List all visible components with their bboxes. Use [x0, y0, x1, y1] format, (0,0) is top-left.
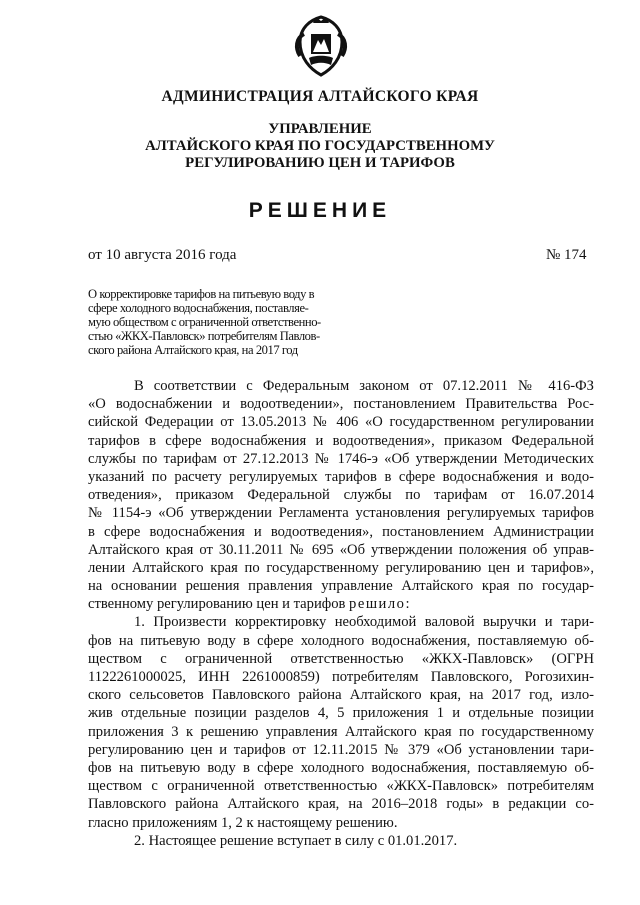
- body-line-text: ственному регулированию цен и тарифов: [88, 596, 350, 613]
- subject-line: О корректировке тарифов на питьевую воду в: [88, 287, 315, 301]
- body-line: в сфере водоснабжения и водоотведения», постановлением Администрации: [88, 523, 594, 540]
- document-number: № 174: [546, 247, 587, 263]
- body-line: ществом с ограниченной ответственностью «ЖКХ-Павловск» потребителям: [88, 778, 594, 795]
- body-line: тарифов в сфере водоснабжения и водоотведения», приказом Федеральной: [88, 432, 594, 449]
- body-line: приложения 3 к решению управления Алтайского края по государственному: [88, 723, 594, 740]
- organization-name: АДМИНИСТРАЦИЯ АЛТАЙСКОГО КРАЯ: [161, 88, 479, 105]
- body-line: 2. Настоящее решение вступает в силу с 01.01.2017.: [134, 832, 458, 849]
- subject-line: ского района Алтайского края, на 2017 год: [88, 343, 298, 357]
- body-line: регулированию цен и тарифов от 12.11.2015 № 379 «Об установлении тари-: [88, 741, 594, 758]
- body-line: № 1154-э «Об утверждении Регламента установления регулируемых тарифов: [88, 505, 594, 522]
- subject-line: мую обществом с ограниченной ответственно-: [88, 315, 321, 329]
- subject-line: сфере холодного водоснабжения, поставляе-: [88, 301, 309, 315]
- body-line: сийской Федерации от 13.05.2013 № 406 «О государственном регулировании: [88, 414, 594, 431]
- body-line: Алтайского края от 30.11.2011 № 695 «Об утверждении положения об управ-: [88, 541, 594, 558]
- body-line: Павловского района Алтайского края, на 2016–2018 годы» в редакции со-: [88, 796, 594, 813]
- body-line: службы по тарифам от 27.12.2013 № 1746-э «Об утверждении Методических: [88, 450, 594, 467]
- body-line: отведения», приказом Федеральной службы по тарифам от 16.07.2014: [88, 487, 594, 504]
- subject-line: стью «ЖКХ-Павловск» потребителям Павлов-: [88, 329, 320, 343]
- body-line: [88, 595, 594, 613]
- document-subject: [88, 287, 378, 357]
- body-line: фов на питьевую воду в сфере холодного водоснабжения, поставляемую об-: [88, 759, 594, 776]
- department-line-1: УПРАВЛЕНИЕ: [268, 121, 372, 137]
- body-line: 1. Произвести корректировку необходимой валовой выручки и тари-: [134, 614, 594, 631]
- body-line: гласно приложениям 1, 2 к настоящему решению.: [88, 814, 398, 831]
- department-line-3: РЕГУЛИРОВАНИЮ ЦЕН И ТАРИФОВ: [185, 155, 455, 171]
- body-line: фов на питьевую воду в сфере холодного водоснабжения, поставляемую об-: [88, 632, 594, 649]
- document-date: от 10 августа 2016 года: [88, 247, 237, 263]
- document-title: РЕШЕНИЕ: [248, 199, 392, 222]
- body-line: ского сельсоветов Павловского района Алтайского края, на 2017 год, изло-: [88, 687, 594, 704]
- document-body: [88, 377, 594, 850]
- coat-of-arms-icon: [292, 14, 350, 78]
- body-line: на основании решения правления управление Алтайского края по государ-: [88, 578, 594, 595]
- resolves-word: решило:: [349, 596, 412, 613]
- body-line: указаний по расчету регулируемых тарифов в сфере водоснабжения и водо-: [88, 468, 594, 485]
- body-line: В соответствии с Федеральным законом от 07.12.2011 № 416-ФЗ: [134, 378, 594, 394]
- body-line: лении Алтайского края по государственному регулированию цен и тарифов»,: [88, 559, 594, 576]
- department-line-2: АЛТАЙСКОГО КРАЯ ПО ГОСУДАРСТВЕННОМУ: [145, 138, 495, 154]
- body-line: жив отдельные позиции разделов 4, 5 приложения 1 и отдельные позиции: [88, 705, 594, 722]
- body-line: ществом с ограниченной ответственностью «ЖКХ-Павловск» (ОГРН: [88, 650, 594, 667]
- body-line: «О водоснабжении и водоотведении», постановлением Правительства Рос-: [88, 396, 594, 413]
- body-line: 1122261000025, ИНН 2261000859) потребителям Павловского, Рогозихин-: [88, 669, 594, 685]
